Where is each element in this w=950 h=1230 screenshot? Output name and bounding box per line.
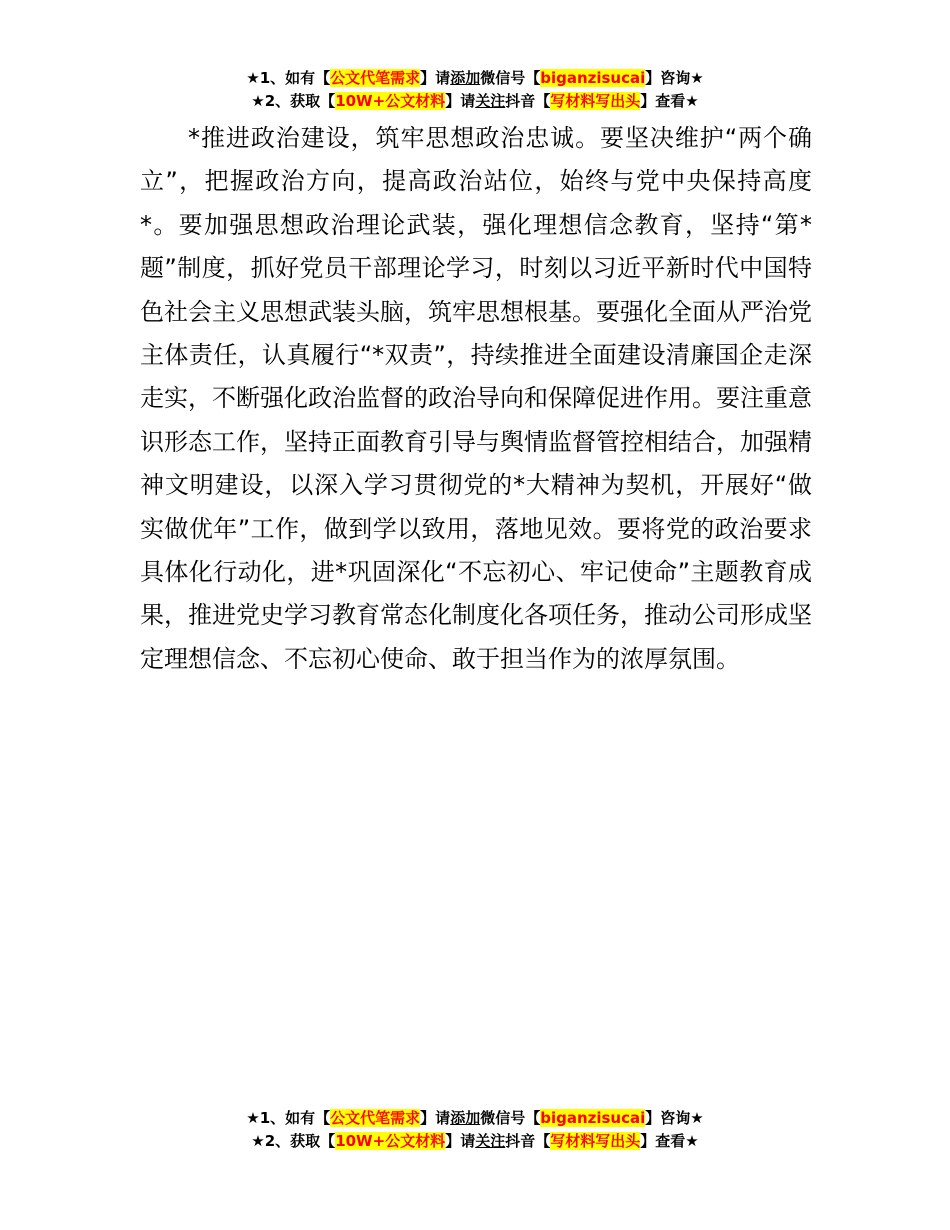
highlight-douyin-account: 写材料写出头 [550, 1132, 641, 1150]
highlight-materials: 10W+公文材料 [335, 1132, 446, 1150]
header-banner [0, 67, 950, 113]
banner-text: ★1、如有【 [246, 1109, 331, 1127]
banner-text: 】请 [420, 1109, 451, 1127]
banner-text: 抖音【 [505, 92, 551, 110]
footer-banner [0, 1107, 950, 1153]
underlined-follow: 关注 [475, 92, 506, 110]
banner-text: 】查看★ [640, 92, 699, 110]
banner-line-1 [0, 67, 950, 90]
banner-text: 】查看★ [640, 1132, 699, 1150]
banner-line-1 [0, 1107, 950, 1130]
underlined-add: 添加 [450, 69, 481, 87]
body-paragraph: *推进政治建设，筑牢思想政治忠诚。要坚决维护“两个确立”，把握政治方向，提高政治站位，始终与党中央保持高度*。要加强思想政治理论武装，强化理想信念教育，坚持“第*题”制度，抓好党员干部理论学习，时刻以习近平新时代中国特色社会主义思想武装头脑，筑牢思想根基。要强化全面从严治党主体责任，认真履行“*双责”，持续推进全面建设清廉国企走深走实，不断强化政治监督的政治导向和保障促进作用。要注重意识形态工作，坚持正面教育引导与舆情监督管控相结合，加强精神文明建设，以深入学习贯彻党的*大精神为契机，开展好“做实做优年”工作，做到学以致用，落地见效。要将党的政治要求具体化行动化，进*巩固深化“不忘初心、牢记使命”主题教育成果，推进党史学习教育常态化制度化各项任务，推动公司形成坚定理想信念、不忘初心使命、敢于担当作为的浓厚氛围。 [140, 124, 812, 673]
highlight-douyin-account: 写材料写出头 [550, 92, 641, 110]
highlight-service: 公文代笔需求 [330, 69, 421, 87]
banner-text: 】咨询★ [645, 69, 704, 87]
banner-text: ★2、获取【 [251, 1132, 336, 1150]
banner-text: 微信号【 [480, 69, 541, 87]
banner-text: ★1、如有【 [246, 69, 331, 87]
highlight-materials: 10W+公文材料 [335, 92, 446, 110]
highlight-service: 公文代笔需求 [330, 1109, 421, 1127]
banner-text: 】请 [420, 69, 451, 87]
banner-line-2 [0, 1130, 950, 1153]
banner-text: 抖音【 [505, 1132, 551, 1150]
banner-text: 】请 [445, 1132, 476, 1150]
highlight-wechat-id: biganzisucai [540, 1109, 646, 1127]
banner-text: 】请 [445, 92, 476, 110]
banner-text: 】咨询★ [645, 1109, 704, 1127]
underlined-follow: 关注 [475, 1132, 506, 1150]
banner-line-2 [0, 90, 950, 113]
banner-text: 微信号【 [480, 1109, 541, 1127]
highlight-wechat-id: biganzisucai [540, 69, 646, 87]
banner-text: ★2、获取【 [251, 92, 336, 110]
underlined-add: 添加 [450, 1109, 481, 1127]
